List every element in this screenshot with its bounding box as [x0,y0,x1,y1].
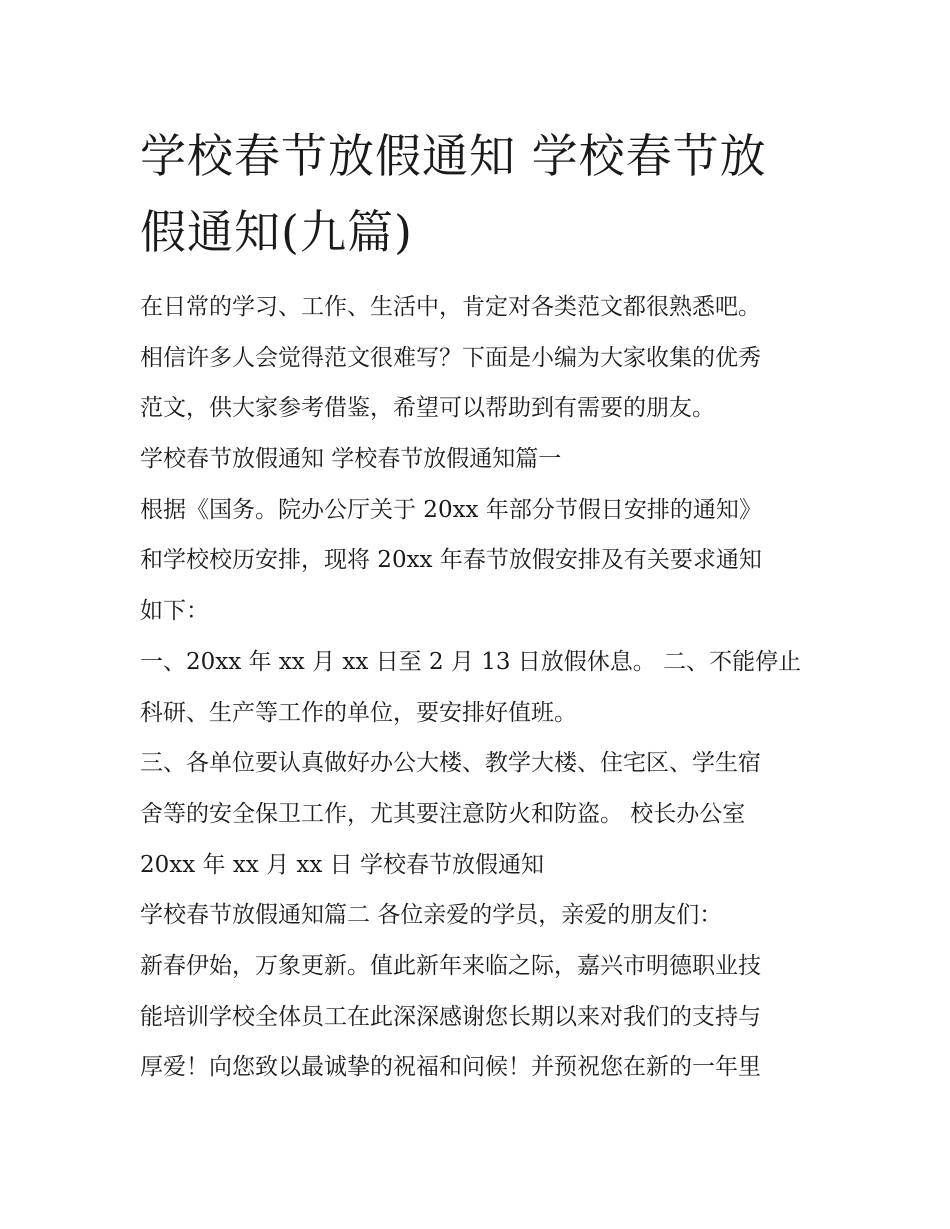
section-heading-1: 学校春节放假通知 学校春节放假通知篇一 [140,446,562,473]
body-line-2: 相信许多人会觉得范文很难写？下面是小编为大家收集的优秀 [140,344,761,371]
body-line-12: 20xx 年 xx 月 xx 日 学校春节放假通知 [140,851,544,878]
body-line-15: 能培训学校全体员工在此深深感谢您长期以来对我们的支持与 [140,1003,761,1030]
body-line-5: 根据《国务。院办公厅关于 20xx 年部分节假日安排的通知》 [140,496,762,523]
body-line-3: 范文，供大家参考借鉴，希望可以帮助到有需要的朋友。 [140,395,715,422]
body-line-6: 和学校校历安排，现将 20xx 年春节放假安排及有关要求通知 [140,547,762,574]
body-line-8: 一、20xx 年 xx 月 xx 日至 2 月 13 日放假休息。 二、不能停止 [140,648,802,675]
title-line-2: 假通知(九篇) [140,205,413,259]
title-line-1: 学校春节放假通知 学校春节放 [140,129,767,183]
body-line-11: 舍等的安全保卫工作，尤其要注意防火和防盗。 校长办公室 [140,800,746,827]
document-title [140,118,830,270]
body-line-14: 新春伊始，万象更新。值此新年来临之际，嘉兴市明德职业技 [140,952,761,979]
body-line-7: 如下： [140,598,209,625]
section-heading-2: 学校春节放假通知篇二 各位亲爱的学员，亲爱的朋友们： [140,902,723,929]
body-line-1: 在日常的学习、工作、生活中，肯定对各类范文都很熟悉吧。 [140,294,761,320]
body-line-10: 三、各单位要认真做好办公大楼、教学大楼、住宅区、学生宿 [140,750,761,777]
body-line-16: 厚爱！向您致以最诚挚的祝福和问候！并预祝您在新的一年里 [140,1054,761,1081]
document-body [140,282,830,1093]
body-line-9: 科研、生产等工作的单位，要安排好值班。 [140,699,577,726]
